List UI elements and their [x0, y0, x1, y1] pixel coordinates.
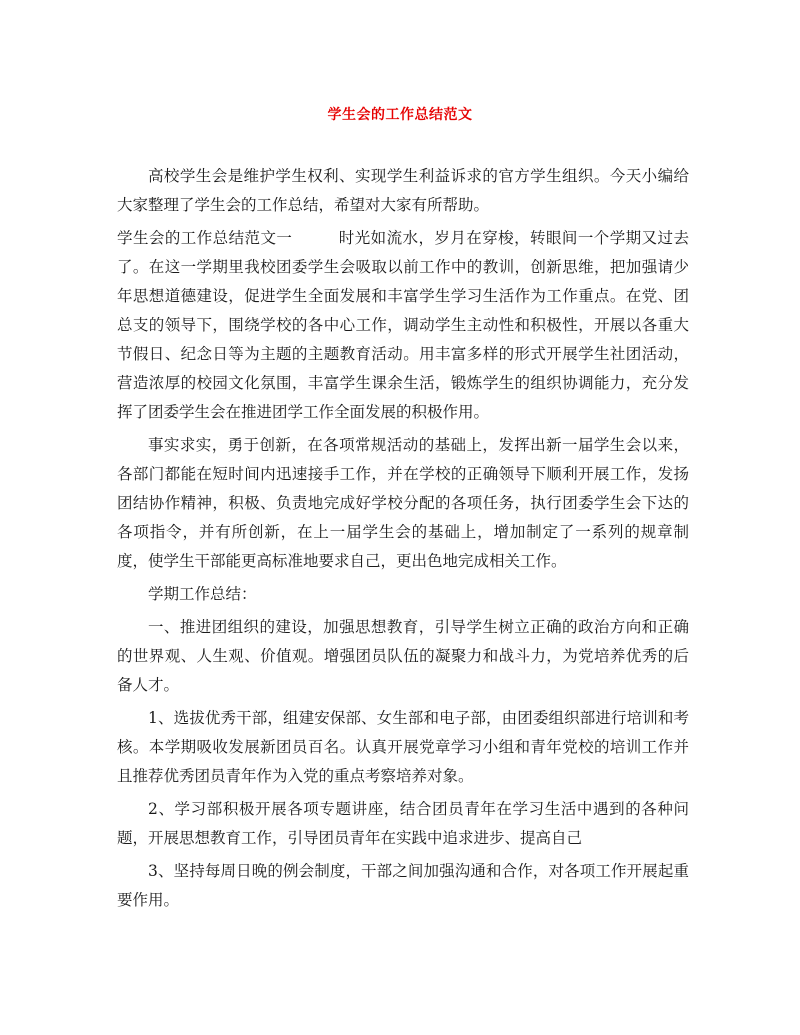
paragraph-2: 事实求实，勇于创新，在各项常规活动的基础上，发挥出新一届学生会以来，各部门都能在短时间内迅速接手工作，并在学校的正确领导下顺利开展工作，发扬团结协作精神，积极、负责地完成好学校分配的各项任务，执行团委学生会下达的各项指令，并有所创新，在上一届学生会的基础上，增加制定了一系列的规章制度，使学生干部能更高标准地要求自己，更出色地完成相关工作。	[117, 436, 689, 570]
document-body	[117, 162, 689, 919]
sample1-heading: 学生会的工作总结范文一	[117, 229, 293, 247]
paragraph-4: 一、推进团组织的建设，加强思想教育，引导学生树立正确的政治方向和正确的世界观、人生观、价值观。增强团员队伍的凝聚力和战斗力，为党培养优秀的后备人才。	[117, 618, 689, 694]
paragraph-6: 2、学习部积极开展各项专题讲座，结合团员青年在学习生活中遇到的各种问题，开展思想教育工作，引导团员青年在实践中追求进步、提高自己	[117, 800, 689, 847]
paragraph-3: 学期工作总结：	[148, 585, 257, 603]
paragraph-sample1	[117, 224, 689, 427]
paragraph-intro: 高校学生会是维护学生权利、实现学生利益诉求的官方学生组织。今天小编给大家整理了学生会的工作总结，希望对大家有所帮助。	[117, 167, 689, 214]
paragraph-7: 3、坚持每周日晚的例会制度，干部之间加强沟通和合作，对各项工作开展起重要作用。	[117, 862, 689, 909]
paragraph-5: 1、选拔优秀干部，组建安保部、女生部和电子部，由团委组织部进行培训和考核。本学期吸收发展新团员百名。认真开展党章学习小组和青年党校的培训工作并且推荐优秀团员青年作为入党的重点考察培养对象。	[117, 709, 689, 785]
sample1-body: 时光如流水，岁月在穿梭，转眼间一个学期又过去了。在这一学期里我校团委学生会吸取以前工作中的教训，创新思维，把加强请少年思想道德建设，促进学生全面发展和丰富学生学习生活作为工作重点。在党、团总支的领导下，围绕学校的各中心工作，调动学生主动性和积极性，开展以各重大节假日、纪念日等为主题的主题教育活动。用丰富多样的形式开展学生社团活动，营造浓厚的校园文化氛围，丰富学生课余生活，锻炼学生的组织协调能力，充分发挥了团委学生会在推进团学工作全面发展的积极作用。	[117, 229, 689, 421]
document-title: 学生会的工作总结范文	[327, 107, 473, 123]
